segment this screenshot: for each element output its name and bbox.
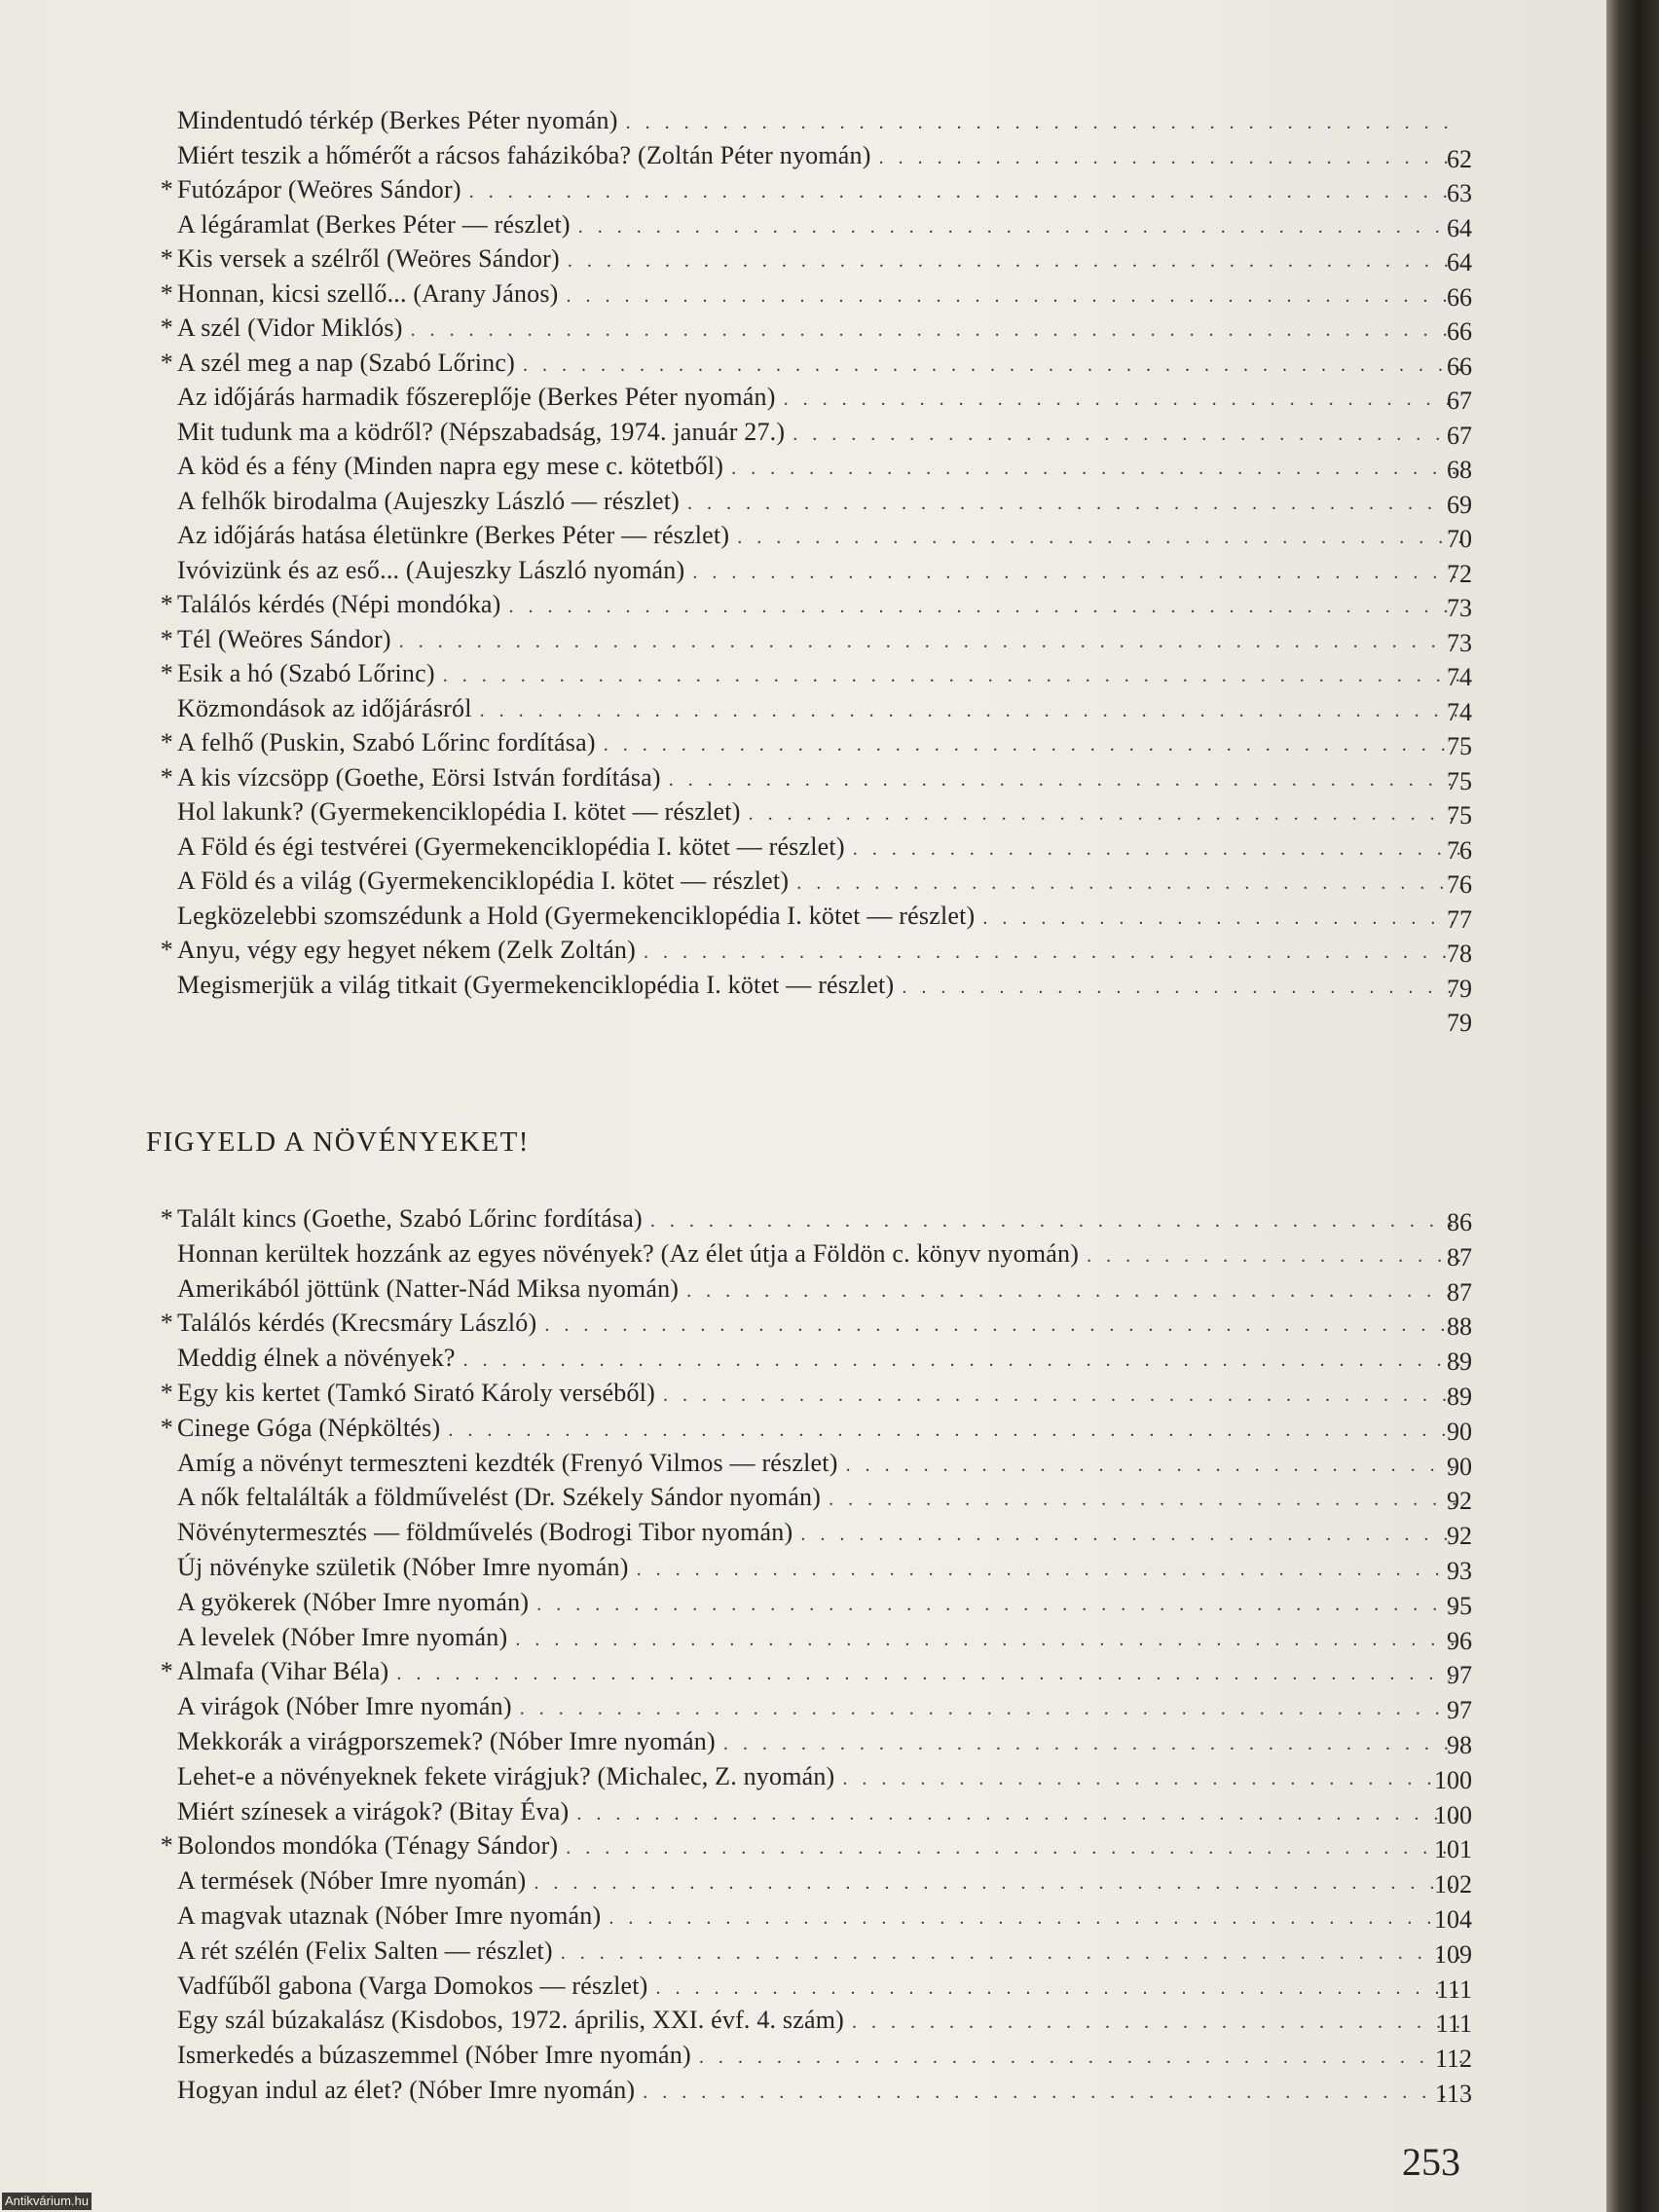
entry-title: Amíg a növényt termeszteni kezdték (Frenyó Vilmos — részlet) (177, 1448, 838, 1477)
entry-page-number: 72 (1447, 559, 1472, 588)
leader-dots (902, 970, 1462, 1005)
entry-title: Az időjárás hatása életünkre (Berkes Péter — részlet) (177, 521, 730, 549)
poem-marker: * (160, 1379, 173, 1407)
leader-dots (846, 1448, 1462, 1483)
entry-page-number: 92 (1447, 1487, 1472, 1516)
poem-marker: * (160, 1657, 173, 1686)
entry-page-number: 89 (1447, 1382, 1472, 1411)
entry-page-number: 113 (1434, 2080, 1472, 2108)
leader-dots (1087, 1238, 1462, 1273)
entry-title: Legközelebbi szomszédunk a Hold (Gyermekenciklopédia I. kötet — részlet) (177, 901, 976, 930)
entry-title: Mit tudunk ma a ködről? (Népszabadság, 1974. január 27.) (177, 417, 786, 446)
entry-title: A szél (Vidor Miklós) (177, 313, 403, 342)
leader-dots (411, 313, 1462, 348)
entry-title: Találós kérdés (Krecsmáry László) (177, 1309, 537, 1338)
toc-entry (156, 346, 1470, 381)
entry-page-number: 93 (1447, 1557, 1472, 1585)
leader-dots (544, 1308, 1462, 1343)
entry-title: Almafa (Vihar Béla) (177, 1657, 389, 1686)
entry-title: Ismerkedés a búzaszemmel (Nóber Imre nyomán) (177, 2041, 691, 2070)
toc-entry (156, 587, 1470, 622)
entry-page-number: 67 (1447, 387, 1472, 415)
toc-entry (156, 1201, 1470, 1236)
toc-entry (156, 1689, 1470, 1724)
poem-marker: * (160, 659, 173, 687)
toc-entry (156, 1585, 1470, 1620)
entry-page-number: 79 (1447, 974, 1472, 1003)
entry-title: Egy szál búzakalász (Kisdobos, 1972. április, XXI. évf. 4. szám) (177, 2006, 845, 2035)
entry-title: Anyu, végy egy hegyet nékem (Zelk Zoltán) (177, 936, 636, 964)
leader-dots (800, 1517, 1462, 1552)
toc-entry (156, 1794, 1470, 1829)
leader-dots (637, 1552, 1462, 1587)
toc-entry (156, 1828, 1470, 1863)
poem-marker: * (160, 1204, 173, 1233)
poem-marker: * (160, 936, 173, 964)
entry-page-number: 111 (1435, 1974, 1472, 2004)
poem-marker: * (160, 1413, 173, 1442)
leader-dots (536, 1587, 1462, 1622)
entry-title: Honnan, kicsi szellő... (Arany János) (177, 278, 559, 308)
toc-entry (156, 380, 1470, 415)
entry-title: A köd és a fény (Minden napra egy mese c. kötetből) (177, 452, 724, 480)
entry-title: A kis vízcsöpp (Goethe, Eörsi István fordítása) (177, 762, 661, 792)
entry-page-number: 74 (1447, 663, 1472, 691)
entry-page-number: 74 (1447, 697, 1472, 726)
poem-marker: * (160, 348, 173, 377)
toc-entry (156, 1272, 1470, 1307)
entry-page-number: 95 (1447, 1591, 1472, 1620)
toc-entry (156, 1620, 1470, 1655)
poem-marker: * (160, 728, 173, 756)
toc-entry (156, 622, 1470, 657)
leader-dots (663, 1378, 1462, 1413)
toc-entry (156, 1969, 1470, 2004)
leader-dots (515, 1622, 1462, 1657)
entry-title: Növénytermesztés — földművelés (Bodrogi Tibor nyomán) (177, 1518, 793, 1547)
entry-page-number: 102 (1434, 1870, 1472, 1899)
leader-dots (853, 831, 1462, 866)
toc-entry (156, 1446, 1470, 1481)
entry-page-number: 97 (1447, 1696, 1472, 1725)
toc-entry (156, 1411, 1470, 1446)
page-number: 253 (1402, 2140, 1460, 2184)
leader-dots (731, 451, 1462, 486)
toc-entry (156, 656, 1470, 691)
entry-page-number: 112 (1434, 2045, 1472, 2074)
entry-title: A termések (Nóber Imre nyomán) (177, 1866, 527, 1896)
toc-entry (156, 1480, 1470, 1515)
leader-dots (650, 1203, 1462, 1238)
leader-dots (576, 1796, 1462, 1831)
entry-title: A felhő (Puskin, Szabó Lőrinc fordítása) (177, 728, 596, 756)
entry-page-number: 96 (1447, 1626, 1472, 1655)
poem-marker: * (160, 278, 173, 308)
entry-page-number: 90 (1447, 1452, 1472, 1481)
leader-dots (699, 2040, 1462, 2075)
toc-entry (156, 138, 1470, 173)
toc-entry (156, 1654, 1470, 1689)
entry-title: A szél meg a nap (Szabó Lőrinc) (177, 348, 515, 377)
entry-title: Mindentudó térkép (Berkes Péter nyomán) (177, 106, 618, 134)
entry-title: Futózápor (Weöres Sándor) (177, 175, 461, 203)
entry-title: Találós kérdés (Népi mondóka) (177, 590, 501, 618)
entry-page-number: 78 (1447, 940, 1472, 968)
leader-dots (644, 935, 1462, 970)
leader-dots (723, 1726, 1462, 1761)
leader-dots (669, 762, 1462, 797)
entry-page-number: 87 (1447, 1242, 1472, 1272)
toc-entry (156, 2038, 1470, 2073)
leader-dots (686, 1273, 1462, 1309)
entry-title: A virágok (Nóber Imre nyomán) (177, 1692, 512, 1721)
entry-page-number: 92 (1447, 1522, 1472, 1551)
entry-title: Cinege Góga (Népköltés) (177, 1413, 441, 1442)
entry-title: Miért teszik a hőmérőt a rácsos faházikóba? (Zoltán Péter nyomán) (177, 140, 871, 169)
entry-page-number: 75 (1447, 766, 1472, 795)
entry-title: Bolondos mondóka (Ténagy Sándor) (177, 1831, 559, 1861)
entry-title: Lehet-e a növényeknek fekete virágjuk? (Michalec, Z. nyomán) (177, 1761, 835, 1790)
entry-page-number: 98 (1447, 1731, 1472, 1759)
entry-page-number: 66 (1447, 282, 1472, 312)
poem-marker: * (160, 1831, 173, 1861)
entry-title: Amerikából jöttünk (Natter-Nád Miksa nyomán) (177, 1273, 680, 1303)
toc-entry (156, 1724, 1470, 1759)
toc-entry (156, 449, 1470, 484)
entry-page-number: 86 (1447, 1208, 1472, 1236)
toc-entry (156, 241, 1470, 276)
entry-page-number: 75 (1447, 801, 1472, 830)
entry-title: Tél (Weöres Sándor) (177, 624, 391, 653)
entry-title: A légáramlat (Berkes Péter — részlet) (177, 209, 571, 239)
poem-marker: * (160, 590, 173, 618)
leader-dots (737, 520, 1462, 555)
entry-page-number: 76 (1447, 835, 1472, 865)
toc-entry (156, 2073, 1470, 2108)
leader-dots (687, 486, 1462, 521)
entry-title: A felhők birodalma (Aujeszky László — részlet) (177, 486, 681, 515)
entry-page-number: 109 (1434, 1939, 1472, 1969)
toc-entry (156, 864, 1470, 899)
entry-title: Mekkorák a virágporszemek? (Nóber Imre nyomán) (177, 1727, 716, 1755)
toc-entry (156, 103, 1470, 138)
entry-page-number: 77 (1447, 904, 1472, 934)
entry-title: A nők feltalálták a földművelést (Dr. Székely Sándor nyomán) (177, 1483, 822, 1512)
toc-entry (156, 830, 1470, 865)
entry-page-number: 88 (1447, 1312, 1472, 1342)
leader-dots (879, 140, 1462, 175)
leader-dots (567, 278, 1462, 313)
toc-entry (156, 1236, 1470, 1272)
leader-dots (796, 866, 1462, 901)
entry-title: A Föld és égi testvérei (Gyermekenciklopédia I. kötet — részlet) (177, 831, 845, 861)
entry-page-number: 100 (1434, 1765, 1472, 1794)
entry-title: Az időjárás harmadik főszereplője (Berkes Péter nyomán) (177, 383, 776, 411)
entry-page-number: 111 (1435, 2009, 1472, 2039)
entry-title: Egy kis kertet (Tamkó Sirató Károly verséből) (177, 1379, 655, 1407)
entry-page-number: 73 (1447, 628, 1472, 657)
entry-page-number: 73 (1447, 594, 1472, 622)
entry-page-number: 76 (1447, 870, 1472, 899)
toc-entry (156, 1899, 1470, 1934)
entry-page-number: 64 (1447, 213, 1472, 242)
toc-entry (156, 1550, 1470, 1585)
entry-page-number: 62 (1447, 144, 1472, 173)
leader-dots (793, 417, 1462, 452)
leader-dots (566, 1830, 1462, 1865)
leader-dots (534, 1865, 1462, 1900)
toc-entry (156, 1376, 1470, 1411)
leader-dots (396, 1656, 1462, 1691)
toc-entry (156, 1306, 1470, 1341)
entry-title: Esik a hó (Szabó Lőrinc) (177, 659, 435, 687)
toc-entry (156, 2003, 1470, 2038)
leader-dots (463, 1343, 1462, 1378)
toc-entry (156, 1341, 1470, 1376)
leader-dots (604, 727, 1462, 762)
entry-page-number: 100 (1434, 1800, 1472, 1829)
leader-dots (520, 1691, 1462, 1726)
entry-page-number: 69 (1447, 490, 1472, 519)
toc-entry (156, 311, 1470, 346)
entry-page-number: 63 (1447, 179, 1472, 207)
leader-dots (469, 174, 1462, 209)
entry-page-number: 79 (1447, 1009, 1472, 1037)
toc-entry (156, 1863, 1470, 1899)
leader-dots (578, 209, 1462, 244)
leader-dots (749, 796, 1462, 831)
leader-dots (982, 901, 1462, 936)
entry-title: Ivóvizünk és az eső... (Aujeszky László nyomán) (177, 555, 685, 584)
book-spine (1606, 0, 1659, 2212)
leader-dots (852, 2005, 1462, 2040)
poem-marker: * (160, 244, 173, 273)
entry-title: A magvak utaznak (Nóber Imre nyomán) (177, 1901, 602, 1930)
entry-page-number: 87 (1447, 1277, 1472, 1307)
entry-page-number: 75 (1447, 732, 1472, 760)
entry-page-number: 64 (1447, 248, 1472, 276)
entry-title: A gyökerek (Nóber Imre nyomán) (177, 1587, 530, 1616)
entry-title: Új növényke születik (Nóber Imre nyomán) (177, 1553, 629, 1581)
watermark: Antikvárium.hu (2, 2193, 92, 2210)
entry-page-number: 89 (1447, 1347, 1472, 1377)
poem-marker: * (160, 624, 173, 653)
leader-dots (448, 1413, 1462, 1448)
toc-entry (156, 933, 1470, 968)
entry-page-number: 67 (1447, 421, 1472, 450)
leader-dots (643, 2075, 1462, 2110)
leader-dots (656, 1971, 1462, 2006)
leader-dots (561, 1936, 1462, 1971)
poem-marker: * (160, 762, 173, 792)
section-heading: FIGYELD A NÖVÉNYEKET! (146, 1126, 530, 1158)
poem-marker: * (160, 175, 173, 203)
leader-dots (842, 1761, 1462, 1796)
toc-entry (156, 794, 1470, 830)
toc-entry (156, 276, 1470, 312)
leader-dots (829, 1482, 1462, 1517)
toc-entry (156, 691, 1470, 726)
leader-dots (523, 348, 1462, 383)
toc-entry (156, 725, 1470, 760)
leader-dots (443, 658, 1462, 693)
toc-entry (156, 1759, 1470, 1794)
leader-dots (509, 589, 1463, 624)
toc-entry (156, 1934, 1470, 1969)
toc-entry (156, 1515, 1470, 1550)
entry-page-number: 101 (1434, 1835, 1472, 1864)
leader-dots (626, 105, 1462, 140)
entry-title: Talált kincs (Goethe, Szabó Lőrinc fordítása) (177, 1204, 643, 1233)
entry-page-number: 70 (1447, 525, 1472, 553)
entry-title: A levelek (Nóber Imre nyomán) (177, 1622, 508, 1651)
poem-marker: * (160, 313, 173, 342)
leader-dots (784, 382, 1462, 417)
entry-title: Meddig élnek a növények? (177, 1344, 456, 1373)
leader-dots (399, 624, 1462, 659)
entry-title: Miért színesek a virágok? (Bitay Éva) (177, 1796, 570, 1825)
toc-entry (156, 415, 1470, 450)
entry-page-number: 66 (1447, 351, 1472, 381)
toc-entry (156, 899, 1470, 934)
entry-page-number: 68 (1447, 456, 1472, 484)
entry-title: A Föld és a világ (Gyermekenciklopédia I. kötet — részlet) (177, 866, 790, 895)
entry-title: Közmondások az időjárásról (177, 693, 472, 722)
toc-entry (156, 553, 1470, 588)
entry-title: Vadfűből gabona (Varga Domokos — részlet) (177, 1971, 648, 2000)
entry-title: Honnan kerültek hozzánk az egyes növények? (Az élet útja a Földön c. könyv nyomán) (177, 1238, 1080, 1268)
entry-page-number: 90 (1447, 1417, 1472, 1446)
entry-title: A rét szélén (Felix Salten — részlet) (177, 1936, 553, 1965)
toc-entry (156, 207, 1470, 242)
entry-title: Hol lakunk? (Gyermekenciklopédia I. kötet — részlet) (177, 797, 741, 826)
toc-entry (156, 760, 1470, 795)
entry-title: Kis versek a szélről (Weöres Sándor) (177, 244, 560, 273)
leader-dots (692, 555, 1462, 590)
toc-entry (156, 484, 1470, 519)
toc-entry (156, 172, 1470, 207)
entry-page-number: 104 (1434, 1905, 1472, 1934)
toc-entry (156, 968, 1470, 1003)
entry-page-number: 66 (1447, 317, 1472, 346)
entry-title: Megismerjük a világ titkait (Gyermekenciklopédia I. kötet — részlet) (177, 970, 895, 999)
toc-entry (156, 518, 1470, 553)
leader-dots (608, 1900, 1462, 1936)
poem-marker: * (160, 1309, 173, 1338)
leader-dots (568, 243, 1462, 278)
leader-dots (480, 693, 1462, 728)
entry-page-number: 97 (1447, 1661, 1472, 1690)
entry-title: Hogyan indul az élet? (Nóber Imre nyomán) (177, 2076, 636, 2104)
